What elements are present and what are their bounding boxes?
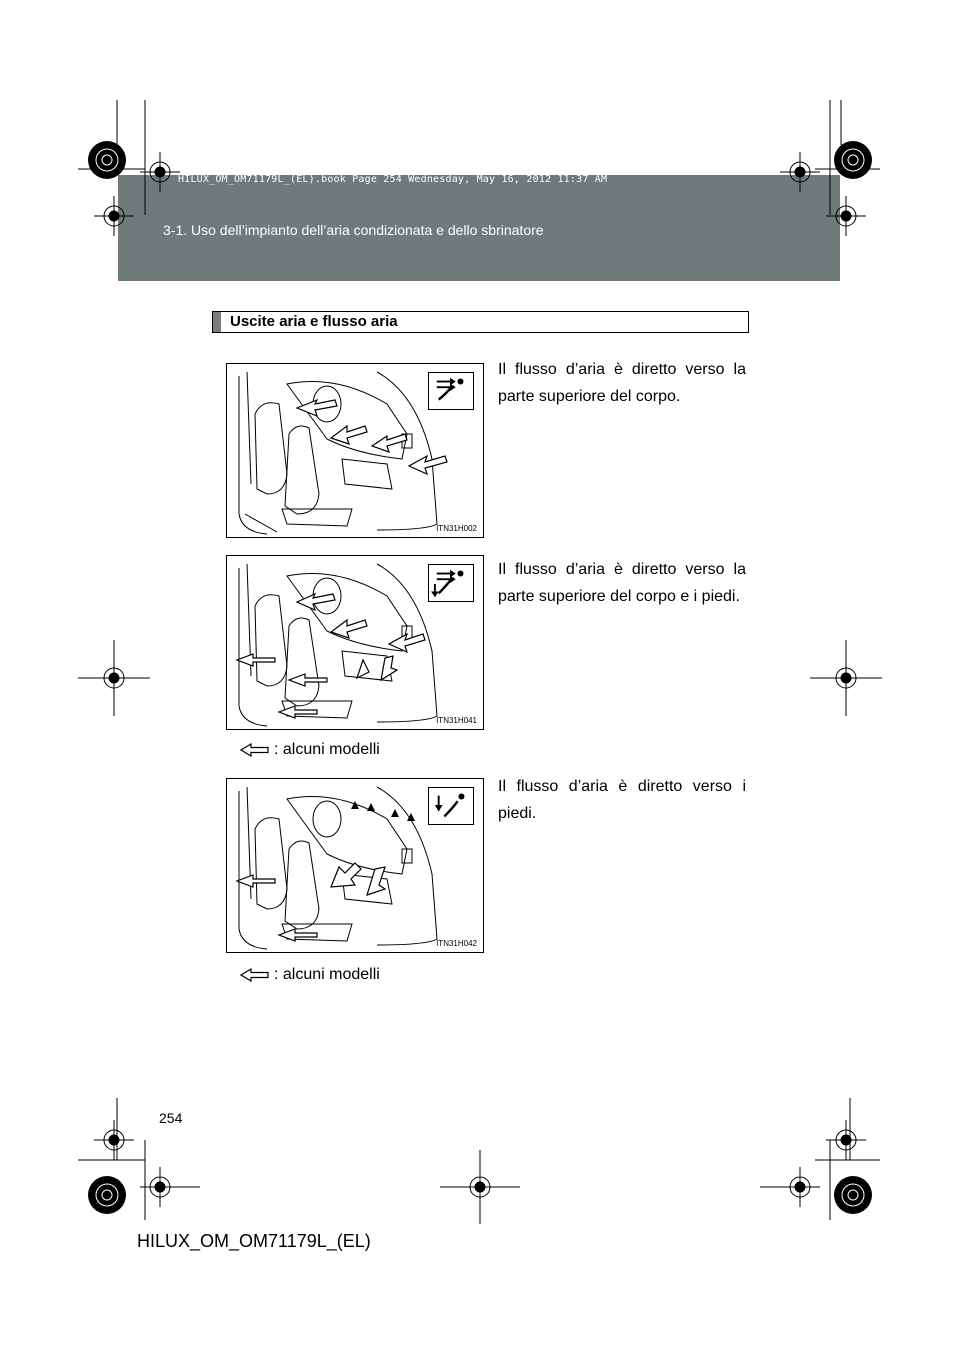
crosshair-mark-10 — [440, 1150, 520, 1224]
airflow-arrows — [235, 584, 475, 724]
crosshair-mark-3 — [94, 196, 134, 236]
crosshair-mark-9 — [140, 1167, 200, 1207]
crosshair-mark-8 — [826, 1120, 866, 1160]
airflow-arrows — [277, 386, 467, 496]
crosshair-mark-11 — [760, 1167, 820, 1207]
crosshair-mark-5 — [78, 640, 150, 716]
cabin-illustration-face — [226, 363, 484, 538]
figure-code: ITN31H042 — [436, 939, 477, 948]
mode-description-feet: Il flusso d’aria è diretto verso i piedi. — [498, 778, 746, 822]
sunburst-mark-bottom-right — [834, 1176, 872, 1214]
section-title: 3-1. Uso dell’impianto dell’aria condizionata e dello sbrinatore — [163, 222, 544, 238]
book-stamp: HILUX_OM_OM71179L_(EL).book Page 254 Wednesday, May 16, 2012 11:37 AM — [178, 174, 608, 185]
document-code: HILUX_OM_OM71179L_(EL) — [137, 1231, 371, 1251]
airflow-arrows — [235, 799, 475, 949]
crosshair-mark-1 — [140, 152, 180, 192]
figure-code: ITN31H002 — [436, 524, 477, 533]
cabin-illustration-feet — [226, 778, 484, 953]
section-heading-bar — [212, 311, 749, 333]
section-heading: Uscite aria e flusso aria — [230, 313, 398, 330]
sunburst-mark-top-left — [88, 141, 126, 179]
mode-description-face: Il flusso d’aria è diretto verso la parte superiore del corpo. — [498, 361, 746, 405]
crosshair-mark-6 — [810, 640, 882, 716]
cabin-illustration-bi-level — [226, 555, 484, 730]
model-note-text: : alcuni modelli — [274, 741, 380, 758]
heading-accent — [213, 312, 221, 332]
outline-arrow-icon — [240, 743, 270, 757]
page-number: 254 — [159, 1110, 183, 1126]
sunburst-mark-top-right — [834, 141, 872, 179]
crosshair-mark-2 — [780, 152, 820, 192]
sunburst-mark-bottom-left — [88, 1176, 126, 1214]
model-note-text: : alcuni modelli — [274, 966, 380, 983]
crosshair-mark-4 — [826, 196, 866, 236]
mode-description-bi-level: Il flusso d’aria è diretto verso la parte superiore del corpo e i piedi. — [498, 561, 746, 605]
crosshair-mark-7 — [94, 1120, 134, 1160]
figure-code: ITN31H041 — [436, 716, 477, 725]
outline-arrow-icon — [240, 968, 270, 982]
